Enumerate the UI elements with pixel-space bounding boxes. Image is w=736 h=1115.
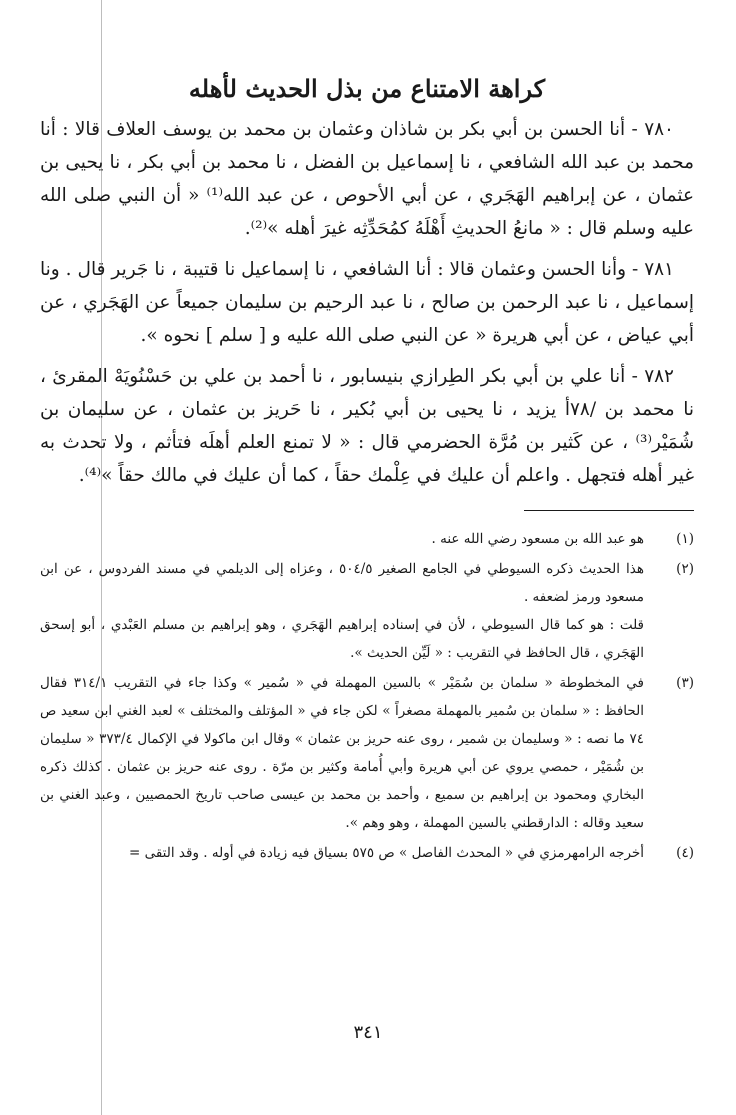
footnote-3 (40, 669, 694, 837)
footnote-separator (524, 510, 694, 511)
chapter-title: كراهة الامتناع من بذل الحديث لأهله (188, 74, 546, 103)
footnote-number: (٢) (676, 561, 694, 577)
footnote-4 (40, 839, 694, 867)
hadith-number: ٧٨٢ (644, 366, 674, 387)
hadith-text: - أنا علي بن أبي بكر الطِرازي بنيسابور ، نا أحمد بن علي بن حَسْنُويَهْ المقرئ ، نا محمد بن /٧٨أ يزيد ، نا يحيى بن أبي بُكير ، نا حَريز بن عثمان ، عن سليمان بن شُمَيْر⁽³⁾ ، عن كَثير بن مُرَّة الحضرمي قال : « لا تمنع العلم أهلَه فتأثم ، ولا تحدث به غير أهله فتجهل . واعلم أن عليك في عِلْمك حقاً ، كما أن عليك في مالك حقاً »⁽⁴⁾. (40, 366, 694, 486)
hadith-paragraph-781 (40, 253, 694, 352)
footnote-number: (٤) (676, 845, 694, 861)
footnote-body (40, 839, 644, 867)
footnote-body (40, 525, 644, 553)
page-number: ٣٤١ (353, 1022, 383, 1043)
hadith-number: ٧٨٠ (644, 119, 674, 140)
hadith-paragraph-780 (40, 113, 694, 245)
footnote-1 (40, 525, 694, 553)
hadith-text: - وأنا الحسن وعثمان قالا : أنا الشافعي ، نا إسماعيل نا قتيبة ، نا جَرير قال . ونا إسماعيل ، نا عبد الرحمن بن صالح ، نا عبد الرحيم بن سليمان جميعاً عن الهَجَري ، عن أبي عياض ، عن أبي هريرة « عن النبي صلى الله عليه و [ سلم ] نحوه ». (40, 259, 694, 346)
footnote-line: في المخطوطة « سلمان بن سُمَيْر » بالسين المهملة في « سُمير » وكذا جاء في التقريب ٣١٤/١ فقال الحافظ : « سلمان بن سُمير بالمهملة مصغراً » لكن جاء في « المؤتلف والمختلف » لعبد الغني ابن سعيد ص ٧٤ ما نصه : « وسليمان بن شمير ، روى عنه حريز بن عثمان » وقال ابن ماكولا في الإكمال ٣٧٣/٤ « سليمان بن شُمَيْر ، حمصي يروي عن أبي هريرة وأبي أُمامة وكثير بن مرّة . روى عنه حريز بن عثمان . كذلك ذكره البخاري ومحمود بن إبراهيم بن سميع ، وأحمد بن محمد بن عيسى صاحب تاريخ الحمصيين ، وعبد الغني بن سعيد وقاله : الدارقطني بالسين المهملة ، وهو وهم ». (40, 675, 645, 831)
footnote-body (40, 669, 644, 837)
footnote-line: أخرجه الرامهرمزي في « المحدث الفاصل » ص ٥٧٥ بسياق فيه زيادة في أوله . وقد التقى = (129, 845, 644, 861)
footnote-line: هذا الحديث ذكره السيوطي في الجامع الصغير ٥٠٤/٥ ، وعزاه إلى الديلمي في مسند الفردوس ، عن ابن مسعود ورمز لضعفه . (40, 561, 644, 605)
footnote-number: (١) (676, 531, 694, 547)
footnote-line: هو عبد الله بن مسعود رضي الله عنه . (431, 531, 644, 547)
footnote-number: (٣) (676, 675, 694, 691)
footnote-body (40, 555, 644, 667)
page-content (40, 74, 694, 869)
footnote-line: قلت : هو كما قال السيوطي ، لأن في إسناده إبراهيم الهَجَري ، وهو إبراهيم بن مسلم العَبْدي ، أبو إسحق الهَجَري ، قال الحافظ في التقريب : « لَيِّن الحديث ». (40, 617, 644, 661)
hadith-number: ٧٨١ (644, 259, 674, 280)
hadith-paragraph-782 (40, 360, 694, 492)
footnote-2 (40, 555, 694, 667)
hadith-text: - أنا الحسن بن أبي بكر بن شاذان وعثمان بن محمد بن يوسف العلاف قالا : أنا محمد بن عبد الله الشافعي ، نا إسماعيل بن الفضل ، نا محمد بن أبي بكر ، نا يحيى بن عثمان ، عن إبراهيم الهَجَري ، عن أبي الأحوص ، عن عبد الله⁽¹⁾ « أن النبي صلى الله عليه وسلم قال : « مانعُ الحديثِ أَهْلَهُ كمُحَدِّثِه غيرَ أهله »⁽²⁾. (40, 119, 694, 239)
